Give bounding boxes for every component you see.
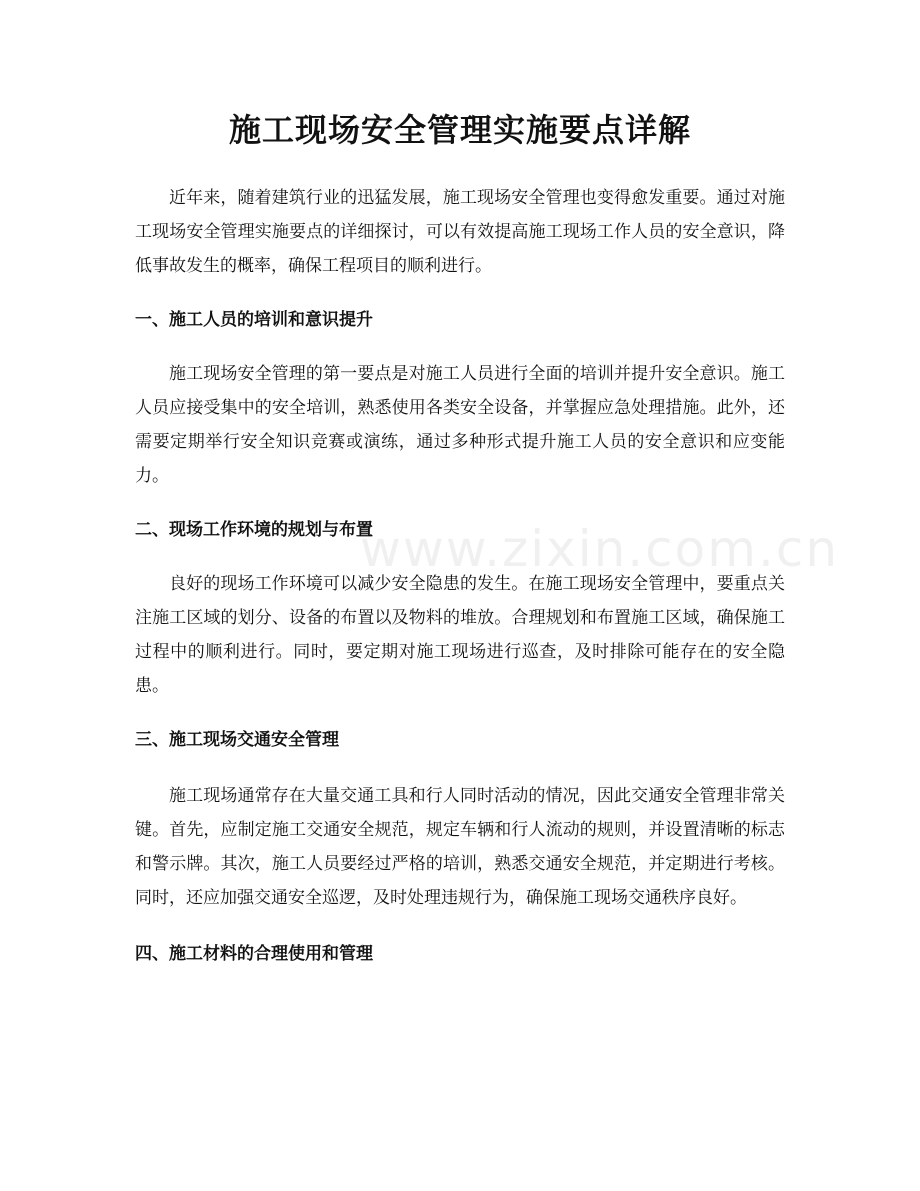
section-paragraph-3: 施工现场通常存在大量交通工具和行人同时活动的情况，因此交通安全管理非常关键。首先，应制定施工交通安全规范，规定车辆和行人流动的规则，并设置清晰的标志和警示牌。其次，施工人员要经过严格的培训，熟悉交通安全规范，并定期进行考核。同时，还应加强交通安全巡逻，及时处理违规行为，确保施工现场交通秩序良好。	[135, 786, 785, 908]
section-paragraph-2: 良好的现场工作环境可以减少安全隐患的发生。在施工现场安全管理中，要重点关注施工区域的划分、设备的布置以及物料的堆放。合理规划和布置施工区域，确保施工过程中的顺利进行。同时，要定期对施工现场进行巡查，及时排除可能存在的安全隐患。	[135, 574, 785, 696]
section-paragraph-1: 施工现场安全管理的第一要点是对施工人员进行全面的培训并提升安全意识。施工人员应接受集中的安全培训，熟悉使用各类安全设备，并掌握应急处理措施。此外，还需要定期举行安全知识竞赛或演练，通过多种形式提升施工人员的安全意识和应变能力。	[135, 364, 785, 486]
watermark: www.zixin.com.cn	[360, 520, 840, 578]
intro-paragraph: 近年来，随着建筑行业的迅猛发展，施工现场安全管理也变得愈发重要。通过对施工现场安全管理实施要点的详细探讨，可以有效提高施工现场工作人员的安全意识，降低事故发生的概率，确保工程项目的顺利进行。	[135, 188, 785, 276]
section-heading-4: 四、施工材料的合理使用和管理	[135, 944, 373, 964]
section-heading-2: 二、现场工作环境的规划与布置	[135, 520, 373, 540]
document-body	[135, 181, 785, 971]
section-heading-1: 一、施工人员的培训和意识提升	[135, 310, 373, 330]
section-heading-3: 三、施工现场交通安全管理	[135, 730, 339, 750]
document-title: 施工现场安全管理实施要点详解	[228, 111, 691, 149]
